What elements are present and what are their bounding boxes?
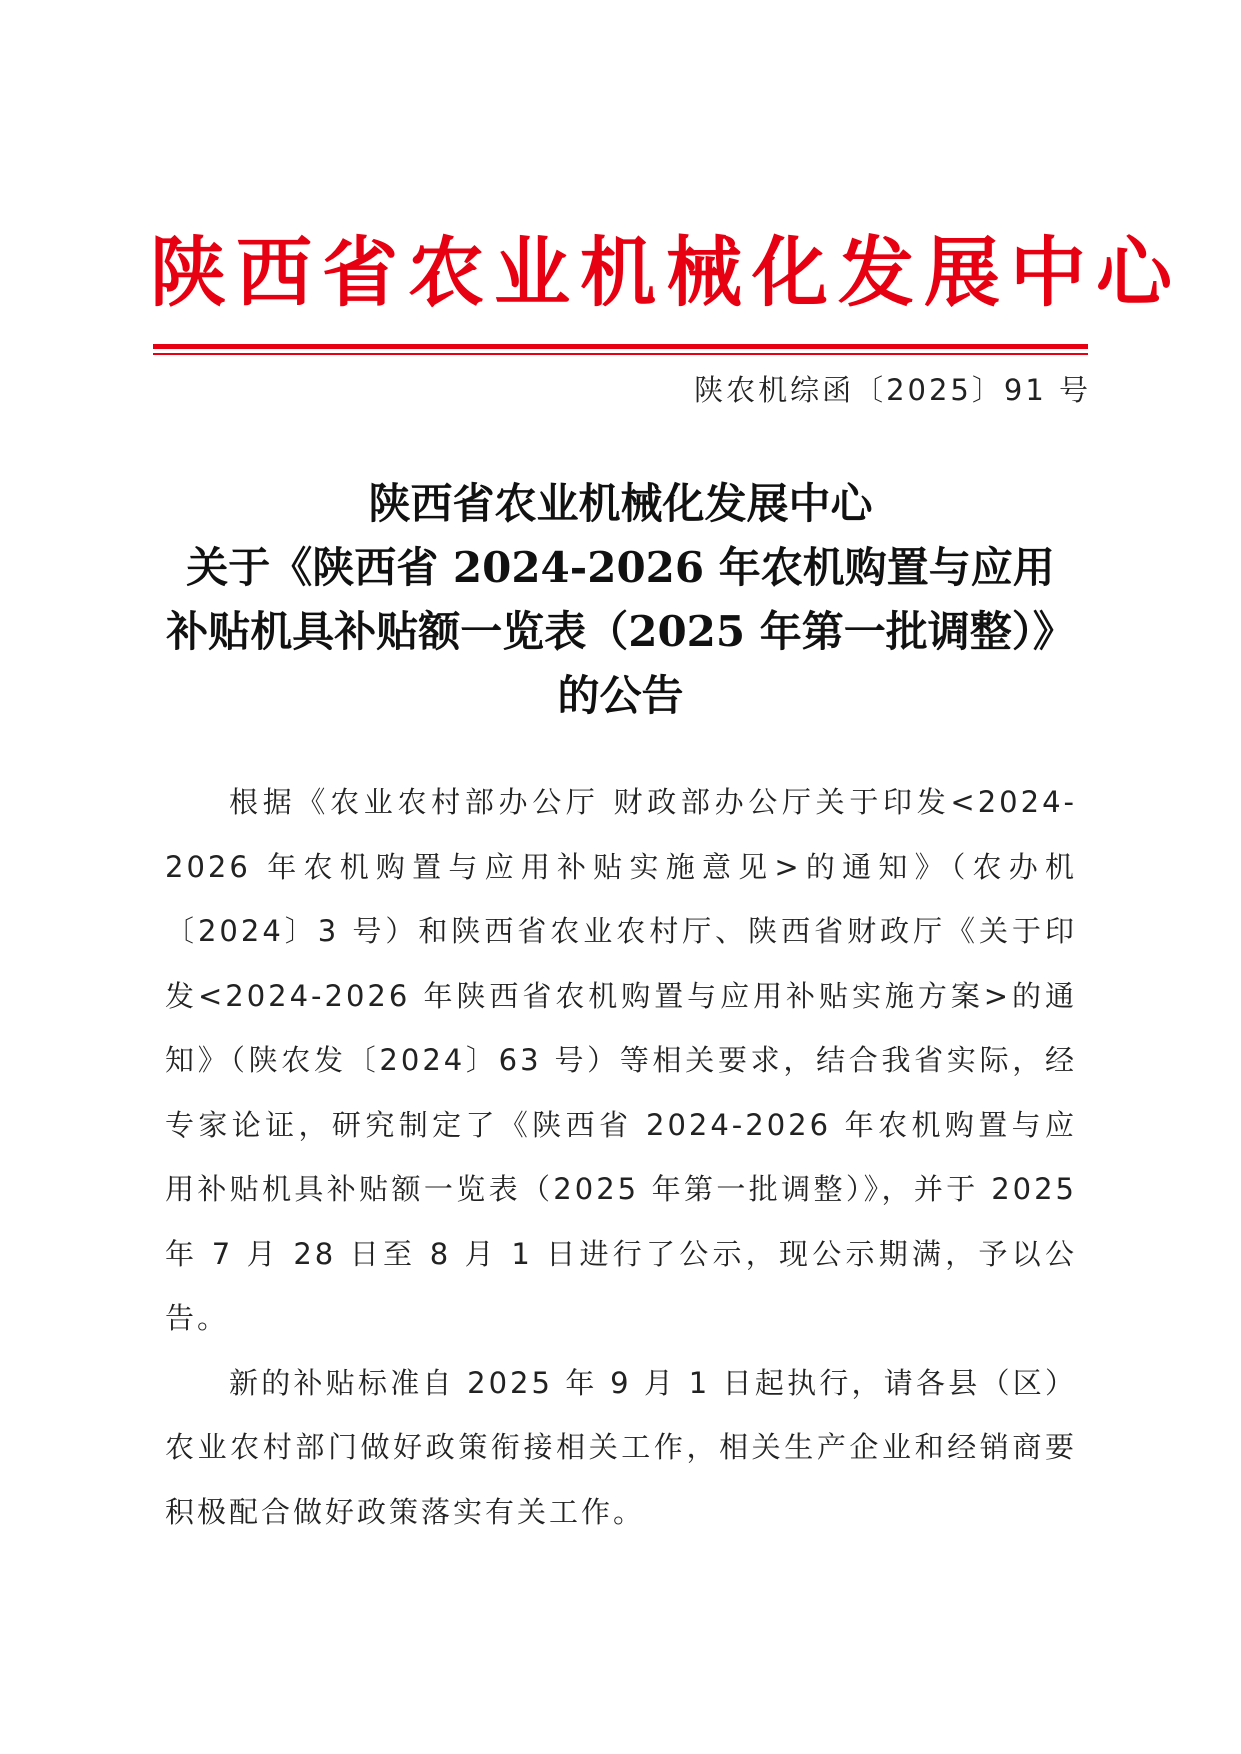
title-line: 的公告 (557, 671, 684, 720)
body-paragraph: 新的补贴标准自 2025 年 9 月 1 日起执行，请各县（区）农业农村部门做好政策衔接相关工作，相关生产企业和经销商要积极配合做好政策落实有关工作。 (165, 1365, 1077, 1529)
letterhead-divider-thick (153, 344, 1088, 349)
letterhead-title: 陕西省农业机械化发展中心 (150, 228, 1182, 317)
document-number: 陕农机综函〔2025〕91 号 (694, 373, 1091, 407)
document-title (120, 472, 1121, 728)
title-line: 补贴机具补贴额一览表（2025 年第一批调整）》 (166, 607, 1075, 656)
title-line: 关于《陕西省 2024-2026 年农机购置与应用 (186, 543, 1055, 592)
document-body (165, 770, 1077, 1544)
body-paragraph: 根据《农业农村部办公厅 财政部办公厅关于印发<2024-2026 年农机购置与应用补贴实施意见>的通知》（农办机〔2024〕3 号）和陕西省农业农村厅、陕西省财政厅《关于印发<2024-2026 年陕西省农机购置与应用补贴实施方案>的通知》（陕农发〔2024〕63 号）等相关要求，结合我省实际，经专家论证，研究制定了《陕西省 2024-2026 年农机购置与应用补贴机具补贴额一览表（2025 年第一批调整）》，并于 2025 年 7 月 28 日至 8 月 1 日进行了公示，现公示期满，予以公告。 (165, 785, 1077, 1335)
letterhead-divider-thin (153, 353, 1088, 355)
title-line: 陕西省农业机械化发展中心 (368, 479, 873, 528)
